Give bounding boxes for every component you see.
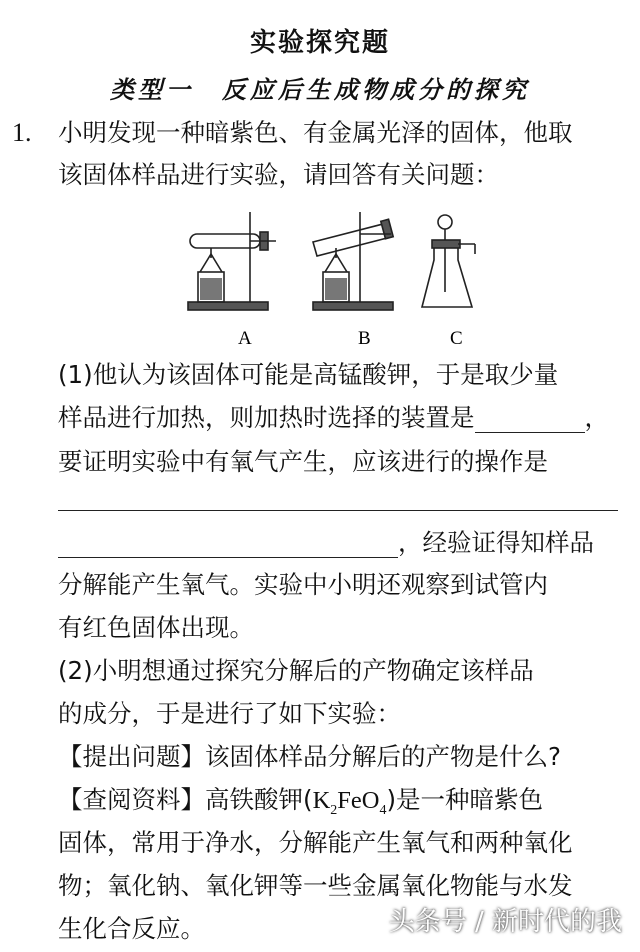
part1-line-2: [58, 403, 609, 433]
part1-line-3: 要证明实验中有氧气产生，应该进行的操作是: [58, 447, 548, 476]
answer-blank-operation-line2[interactable]: [58, 531, 398, 558]
part1-line-6: 分解能产生氧气。实验中小明还观察到试管内: [58, 570, 548, 599]
part2-line-4: [58, 785, 543, 826]
answer-blank-operation-line1[interactable]: [58, 510, 618, 511]
part2-line-3: 【提出问题】该固体样品分解后的产物是什么?: [58, 742, 562, 771]
part2-line-6: 物；氧化钠、氧化钾等一些金属氧化物能与水发: [58, 871, 573, 900]
label-c: C: [450, 328, 463, 349]
apparatus-figure: [180, 212, 500, 357]
part1-line-1: (1)他认为该固体可能是高锰酸钾，于是取少量: [58, 360, 559, 389]
label-a: A: [238, 328, 252, 349]
part1-line-2-text: 样品进行加热，则加热时选择的装置是: [58, 403, 475, 432]
part1-line-5: [58, 528, 594, 558]
chem-formula: $K_2FeO_4$: [312, 787, 387, 818]
page-title: 实验探究题: [249, 28, 390, 58]
apparatus-c-drawing: [422, 215, 475, 307]
answer-blank-apparatus[interactable]: [475, 410, 585, 433]
apparatus-a-drawing: [188, 212, 276, 310]
part1-line-5-text: ，经验证得知样品: [398, 528, 594, 557]
apparatus-b-drawing: [313, 212, 393, 310]
intro-line-1: 小明发现一种暗紫色、有金属光泽的固体，他取: [58, 118, 573, 147]
part1-line-2-end: ，: [584, 403, 609, 432]
part1-line-7: 有红色固体出现。: [58, 613, 254, 642]
part2-line-5: 固体，常用于净水，分解能产生氧气和两种氧化: [58, 828, 573, 857]
part2-line-4b: )是一种暗紫色: [386, 785, 544, 814]
question-number: 1.: [12, 118, 32, 147]
watermark: 头条号 / 新时代的我: [388, 907, 622, 937]
label-b: B: [358, 328, 371, 349]
part2-line-7: 生化合反应。: [58, 914, 205, 943]
part2-line-4a: 【查阅资料】高铁酸钾(: [58, 785, 313, 814]
part2-line-2: 的成分，于是进行了如下实验：: [58, 699, 401, 728]
intro-line-2: 该固体样品进行实验，请回答有关问题：: [58, 160, 499, 189]
part2-line-1: (2)小明想通过探究分解后的产物确定该样品: [58, 656, 534, 685]
section-subtitle: 类型一 反应后生成物成分的探究: [110, 75, 530, 104]
